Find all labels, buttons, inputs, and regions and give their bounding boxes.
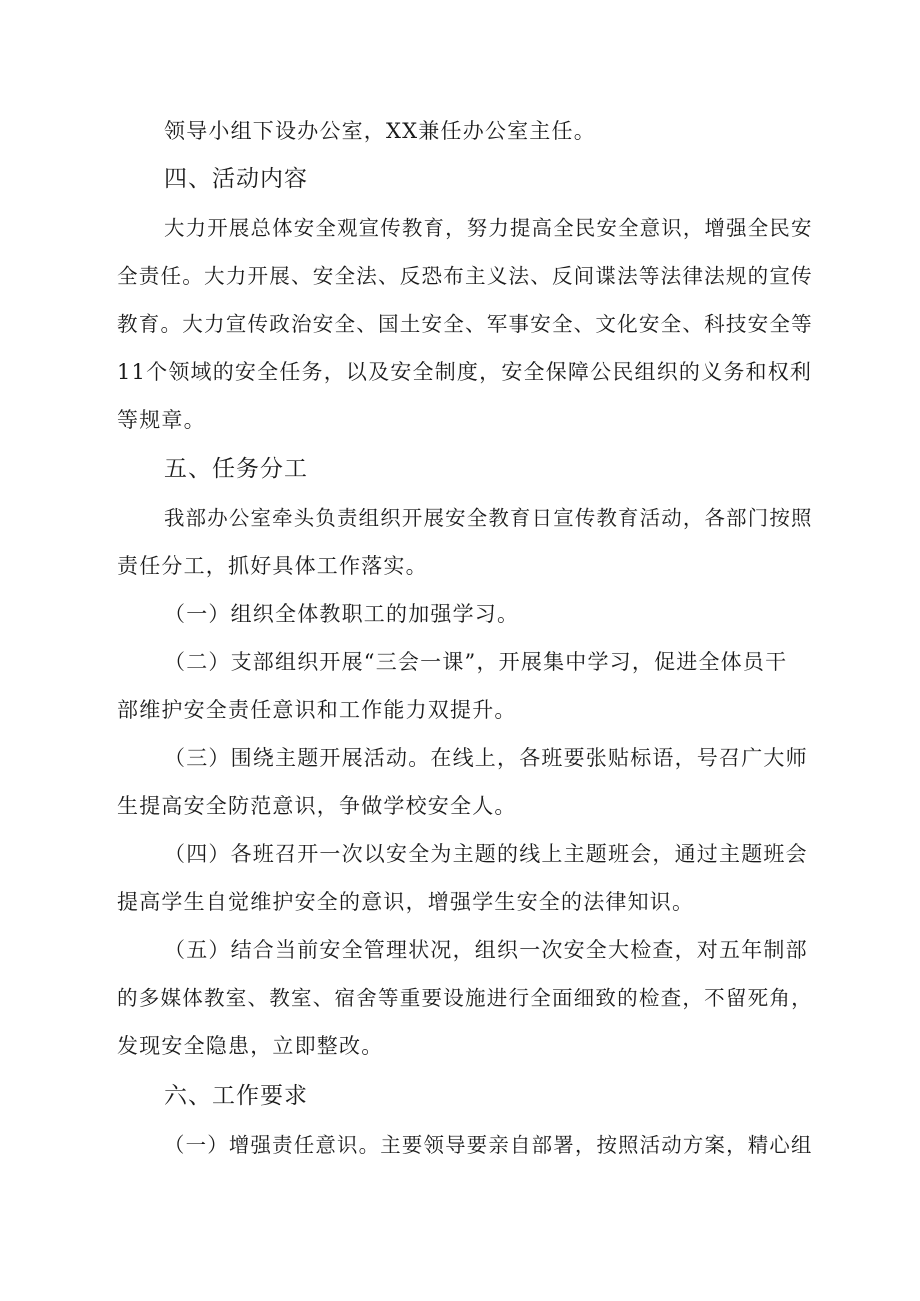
heading-work-requirements: 六、工作要求 <box>164 1083 308 1109</box>
activity-line-2: 全责任。大力开展、安全法、反恐布主义法、反间谍法等法律法规的宣传 <box>117 264 813 288</box>
task-item-2-line-1: （二）支部组织开展“三会一课”，开展集中学习，促进全体员干 <box>164 650 788 674</box>
activity-line-5: 等规章。 <box>117 408 206 432</box>
activity-line-3: 教育。大力宣传政治安全、国土安全、军事安全、文化安全、科技安全等 <box>117 312 813 336</box>
task-item-4-line-2: 提高学生自觉维护安全的意识，增强学生安全的法律知识。 <box>117 890 695 914</box>
heading-task-division: 五、任务分工 <box>164 456 308 482</box>
task-item-5-line-1: （五）结合当前安全管理状况，组织一次安全大检查，对五年制部 <box>164 938 808 962</box>
activity-line-1: 大力开展总体安全观宣传教育，努力提高全民安全意识，增强全民安 <box>164 216 813 240</box>
activity-line-4: 11个领域的安全任务，以及安全制度，安全保障公民组织的义务和权利 <box>117 360 813 384</box>
task-item-5-line-2: 的多媒体教室、教室、宿舍等重要设施进行全面细致的检查，不留死角， <box>117 986 813 1010</box>
office-setup-line: 领导小组下设办公室，XX兼任办公室主任。 <box>164 119 596 143</box>
task-item-4-line-1: （四）各班召开一次以安全为主题的线上主题班会，通过主题班会 <box>164 842 808 866</box>
task-item-1: （一）组织全体教职工的加强学习。 <box>164 602 520 626</box>
heading-activity-content: 四、活动内容 <box>164 166 308 192</box>
task-item-3-line-2: 生提高安全防范意识，争做学校安全人。 <box>117 794 517 818</box>
task-item-3-line-1: （三）围绕主题开展活动。在线上，各班要张贴标语，号召广大师 <box>164 746 808 770</box>
task-item-2-line-2: 部维护安全责任意识和工作能力双提升。 <box>117 698 517 722</box>
task-intro-line-1: 我部办公室牵头负责组织开展安全教育日宣传教育活动，各部门按照 <box>164 506 813 530</box>
task-item-5-line-3: 发现安全隐患，立即整改。 <box>117 1034 384 1058</box>
requirement-item-1-line-1: （一）增强责任意识。主要领导要亲自部署，按照活动方案，精心组 <box>164 1133 813 1157</box>
task-intro-line-2: 责任分工，抓好具体工作落实。 <box>117 554 428 578</box>
